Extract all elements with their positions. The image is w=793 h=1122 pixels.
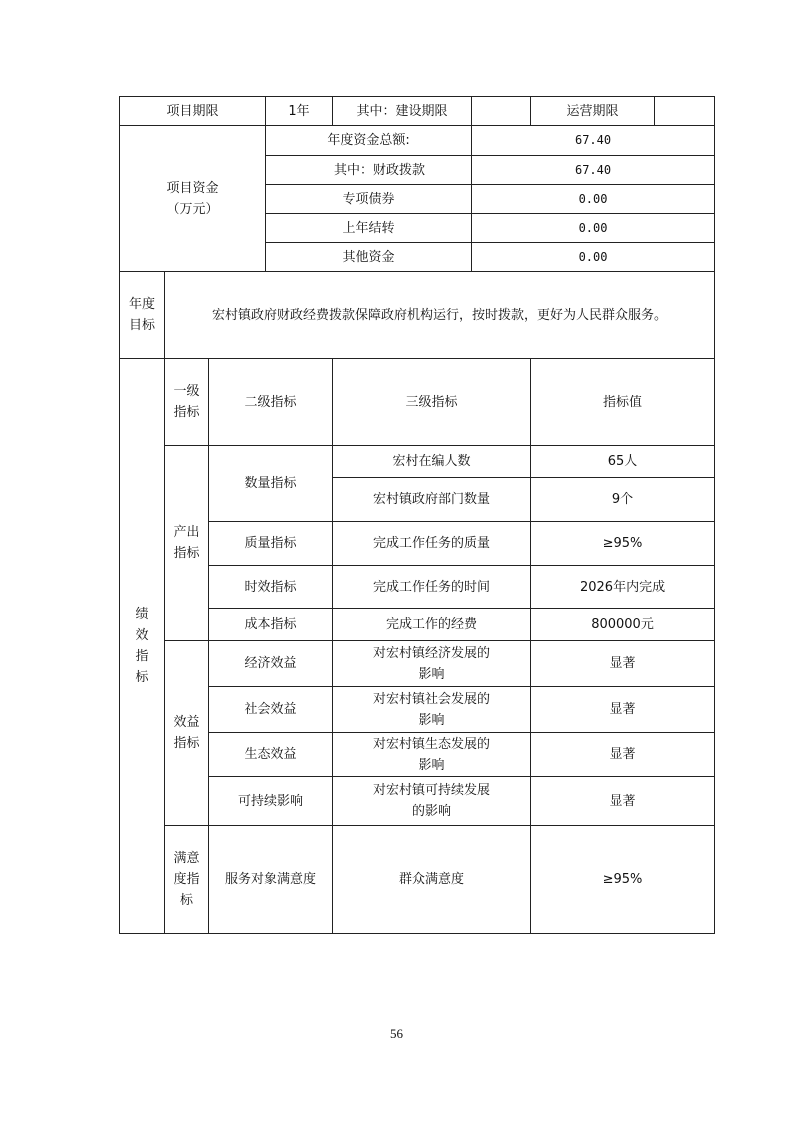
table-row xyxy=(120,641,715,687)
annual-goal-label xyxy=(120,272,165,359)
quality-indicator-label: 质量指标 xyxy=(209,522,333,566)
funds-label-line1: 项目资金 xyxy=(166,180,219,196)
level1-header-line2: 指标 xyxy=(173,405,200,420)
funds-fiscal-label: 其中：财政拨款 xyxy=(266,156,472,185)
indicator-line2: 影响 xyxy=(418,712,445,728)
quantity-indicator-name: 宏村在编人数 xyxy=(333,446,531,478)
public-satisfaction-indicator: 群众满意度 xyxy=(333,826,531,934)
funds-bond-label: 专项债券 xyxy=(266,185,472,214)
cost-indicator-name: 完成工作的经费 xyxy=(333,609,531,641)
level3-header: 三级指标 xyxy=(333,359,531,446)
ecological-benefit-value: 显著 xyxy=(531,733,715,777)
performance-label xyxy=(120,359,165,934)
funds-total-label: 年度资金总额: xyxy=(266,126,472,156)
quantity-indicator-value: 65人 xyxy=(531,446,715,478)
performance-label-char: 指 xyxy=(135,649,149,664)
social-benefit-label: 社会效益 xyxy=(209,687,333,733)
output-indicator-label xyxy=(165,446,209,641)
satisfaction-label-line: 满意 xyxy=(173,851,200,866)
benefit-label-line1: 效益 xyxy=(173,715,200,730)
period-row xyxy=(120,97,715,126)
indicator-line1: 对宏村镇经济发展的 xyxy=(373,645,491,661)
indicator-line2: 的影响 xyxy=(412,804,452,819)
sustainability-indicator xyxy=(333,777,531,826)
sustainability-value: 显著 xyxy=(531,777,715,826)
timeliness-indicator-name: 完成工作任务的时间 xyxy=(333,566,531,609)
social-benefit-indicator xyxy=(333,687,531,733)
performance-form-table xyxy=(119,96,715,934)
economic-benefit-indicator xyxy=(333,641,531,687)
level1-header xyxy=(165,359,209,446)
funds-fiscal-value: 67.40 xyxy=(472,156,715,185)
table-row xyxy=(120,826,715,934)
level2-header: 二级指标 xyxy=(209,359,333,446)
timeliness-indicator-value: 2026年内完成 xyxy=(531,566,715,609)
quality-indicator-value: ≥95% xyxy=(531,522,715,566)
cost-indicator-label: 成本指标 xyxy=(209,609,333,641)
service-satisfaction-label: 服务对象满意度 xyxy=(209,826,333,934)
output-label-line2: 指标 xyxy=(173,546,200,561)
table-row xyxy=(120,566,715,609)
satisfaction-label-line: 标 xyxy=(179,893,193,908)
funds-total-value: 67.40 xyxy=(472,126,715,156)
satisfaction-label-line: 度指 xyxy=(173,872,200,887)
performance-label-char: 效 xyxy=(135,628,149,643)
performance-label-char: 绩 xyxy=(135,607,149,622)
benefit-label-line2: 指标 xyxy=(173,736,200,751)
social-benefit-value: 显著 xyxy=(531,687,715,733)
indicator-line1: 对宏村镇社会发展的 xyxy=(373,691,491,707)
operation-period-label: 运营期限 xyxy=(531,97,655,126)
annual-goal-label-line2: 目标 xyxy=(128,318,155,333)
sustainability-label: 可持续影响 xyxy=(209,777,333,826)
funds-label-line2: （万元） xyxy=(166,201,219,217)
satisfaction-indicator-label xyxy=(165,826,209,934)
funds-bond-value: 0.00 xyxy=(472,185,715,214)
indicator-line2: 影响 xyxy=(418,757,445,773)
ecological-benefit-indicator xyxy=(333,733,531,777)
operation-period-value xyxy=(655,97,715,126)
performance-label-char: 标 xyxy=(135,670,149,685)
benefit-indicator-label xyxy=(165,641,209,826)
funds-other-value: 0.00 xyxy=(472,243,715,272)
table-row xyxy=(120,522,715,566)
economic-benefit-label: 经济效益 xyxy=(209,641,333,687)
annual-goal-text: 宏村镇政府财政经费拨款保障政府机构运行，按时拨款，更好为人民群众服务。 xyxy=(165,272,715,359)
indicator-header-row xyxy=(120,359,715,446)
annual-goal-row xyxy=(120,272,715,359)
quantity-indicator-value: 9个 xyxy=(531,478,715,522)
indicator-line2: 影响 xyxy=(418,666,445,682)
table-row xyxy=(120,733,715,777)
annual-goal-label-line1: 年度 xyxy=(128,297,155,312)
period-value: 1年 xyxy=(266,97,333,126)
quantity-indicator-label: 数量指标 xyxy=(209,446,333,522)
period-label: 项目期限 xyxy=(120,97,266,126)
table-row xyxy=(120,777,715,826)
funds-carryover-label: 上年结转 xyxy=(266,214,472,243)
funds-row xyxy=(120,126,715,156)
funds-other-label: 其他资金 xyxy=(266,243,472,272)
quality-indicator-name: 完成工作任务的质量 xyxy=(333,522,531,566)
page-number: 56 xyxy=(390,1026,403,1041)
ecological-benefit-label: 生态效益 xyxy=(209,733,333,777)
construction-period-label: 其中：建设期限 xyxy=(333,97,472,126)
construction-period-value xyxy=(472,97,531,126)
indicator-value-header: 指标值 xyxy=(531,359,715,446)
timeliness-indicator-label: 时效指标 xyxy=(209,566,333,609)
economic-benefit-value: 显著 xyxy=(531,641,715,687)
table-row xyxy=(120,609,715,641)
indicator-line1: 对宏村镇可持续发展 xyxy=(373,783,491,798)
satisfaction-value: ≥95% xyxy=(531,826,715,934)
quantity-indicator-name: 宏村镇政府部门数量 xyxy=(333,478,531,522)
table-row xyxy=(120,687,715,733)
indicator-line1: 对宏村镇生态发展的 xyxy=(373,736,491,752)
table-row xyxy=(120,446,715,478)
output-label-line1: 产出 xyxy=(173,525,200,540)
funds-label xyxy=(120,126,266,272)
level1-header-line1: 一级 xyxy=(173,384,200,399)
cost-indicator-value: 800000元 xyxy=(531,609,715,641)
funds-carryover-value: 0.00 xyxy=(472,214,715,243)
